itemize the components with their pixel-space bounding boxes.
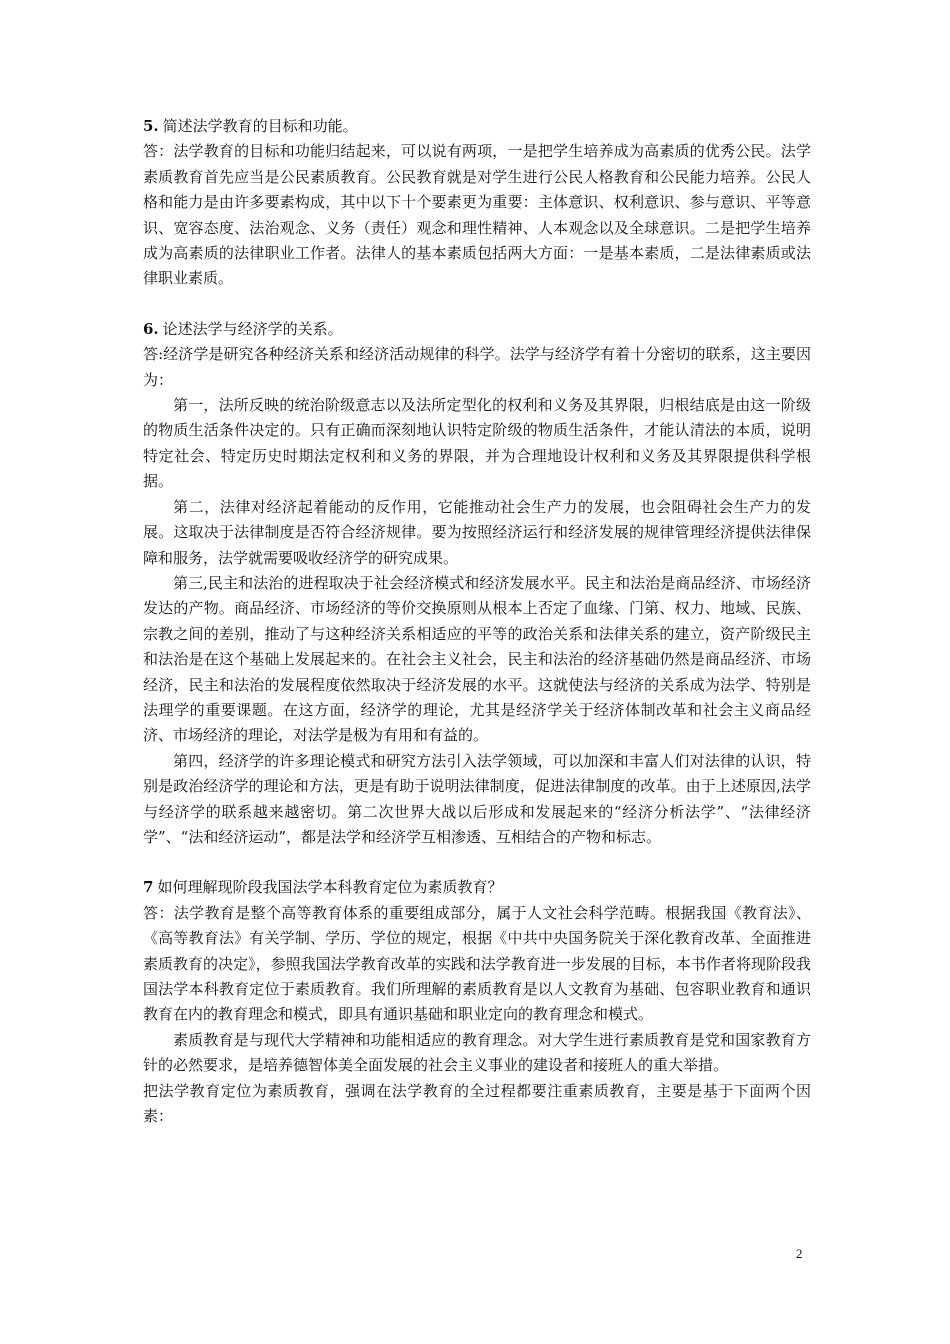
answer-paragraph: 第一，法所反映的统治阶级意志以及法所定型化的权利和义务及其界限，归根结底是由这一阶级的物质生活条件决定的。只有正确而深刻地认识特定阶级的物质生活条件，才能认清法的本质，说明特定社会、特定历史时期法定权利和义务的界限，并为合理地设计权利和义务及其界限提供科学根据。 — [143, 396, 811, 491]
question-heading — [143, 875, 811, 900]
question-number: 5. — [143, 117, 159, 135]
question-heading — [143, 317, 811, 342]
document-body — [143, 114, 811, 1129]
question-heading — [143, 114, 811, 139]
question-text: 论述法学与经济学的关系。 — [162, 319, 343, 338]
qa-section — [143, 317, 811, 851]
answer-paragraph: 第三,民主和法治的进程取决于社会经济模式和经济发展水平。民主和法治是商品经济、市场经济发达的产物。商品经济、市场经济的等价交换原则从根本上否定了血缘、门第、权力、地域、民族、宗教之间的差别，推动了与这种经济关系相适应的平等的政治关系和法律关系的建立，资产阶级民主和法治是在这个基础上发展起来的。在社会主义社会，民主和法治的经济基础仍然是商品经济、市场经济，民主和法治的发展程度依然取决于经济发展的水平。这就使法与经济的关系成为法学、特别是法理学的重要课题。在这方面，经济学的理论，尤其是经济学关于经济体制改革和社会主义商品经济、市场经济的理论，对法学是极为有用和有益的。 — [143, 573, 811, 745]
page-number: 2 — [796, 1246, 803, 1261]
qa-section — [143, 114, 811, 292]
qa-section — [143, 875, 811, 1129]
question-text: 简述法学教育的目标和功能。 — [162, 117, 358, 135]
question-text: 如何理解现阶段我国法学本科教育定位为素质教育？ — [157, 878, 503, 897]
answer-paragraph: 答：法学教育是整个高等教育体系的重要组成部分，属于人文社会科学范畴。根据我国《教育法》、《高等教育法》有关学制、学历、学位的规定，根据《中共中央国务院关于深化教育改革、全面推进素质教育的决定》，参照我国法学教育改革的实践和法学教育进一步发展的目标，本书作者将现阶段我国法学本科教育定位于素质教育。我们所理解的素质教育是以人文教育为基础、包容职业教育和通识教育在内的教育理念和模式，即具有通识基础和职业定向的教育理念和模式。 — [143, 903, 811, 1024]
answer-paragraph: 答：法学教育的目标和功能归结起来，可以说有两项，一是把学生培养成为高素质的优秀公民。法学素质教育首先应当是公民素质教育。公民教育就是对学生进行公民人格教育和公民能力培养。公民人格和能力是由许多要素构成，其中以下十个要素更为重要：主体意识、权利意识、参与意识、平等意识、宽容态度、法治观念、义务（责任）观念和理性精神、人本观念以及全球意识。二是把学生培养成为高素质的法律职业工作者。法律人的基本素质包括两大方面：一是基本素质，二是法律素质或法律职业素质。 — [143, 142, 811, 288]
question-number: 6. — [143, 319, 159, 338]
answer-paragraph: 第二，法律对经济起着能动的反作用，它能推动社会生产力的发展，也会阻碍社会生产力的发展。这取决于法律制度是否符合经济规律。要为按照经济运行和经济发展的规律管理经济提供法律保障和服务，法学就需要吸收经济学的研究成果。 — [143, 497, 811, 567]
answer-paragraph: 答:经济学是研究各种经济关系和经济活动规律的科学。法学与经济学有着十分密切的联系，这主要因为： — [143, 345, 811, 389]
answer-paragraph: 第四，经济学的许多理论模式和研究方法引入法学领域，可以加深和丰富人们对法律的认识，特别是政治经济学的理论和方法，更是有助于说明法律制度，促进法律制度的改革。由于上述原因,法学与经济学的联系越来越密切。第二次世界大战以后形成和发展起来的“经济分析法学”、“法律经济学”、“法和经济运动”，都是法学和经济学互相渗透、互相结合的产物和标志。 — [143, 751, 811, 846]
answer-paragraph: 把法学教育定位为素质教育，强调在法学教育的全过程都要注重素质教育，主要是基于下面两个因素： — [143, 1081, 811, 1126]
question-number: 7 — [143, 878, 154, 897]
answer-paragraph: 素质教育是与现代大学精神和功能相适应的教育理念。对大学生进行素质教育是党和国家教育方针的必然要求，是培养德智体美全面发展的社会主义事业的建设者和接班人的重大举措。 — [143, 1030, 811, 1075]
